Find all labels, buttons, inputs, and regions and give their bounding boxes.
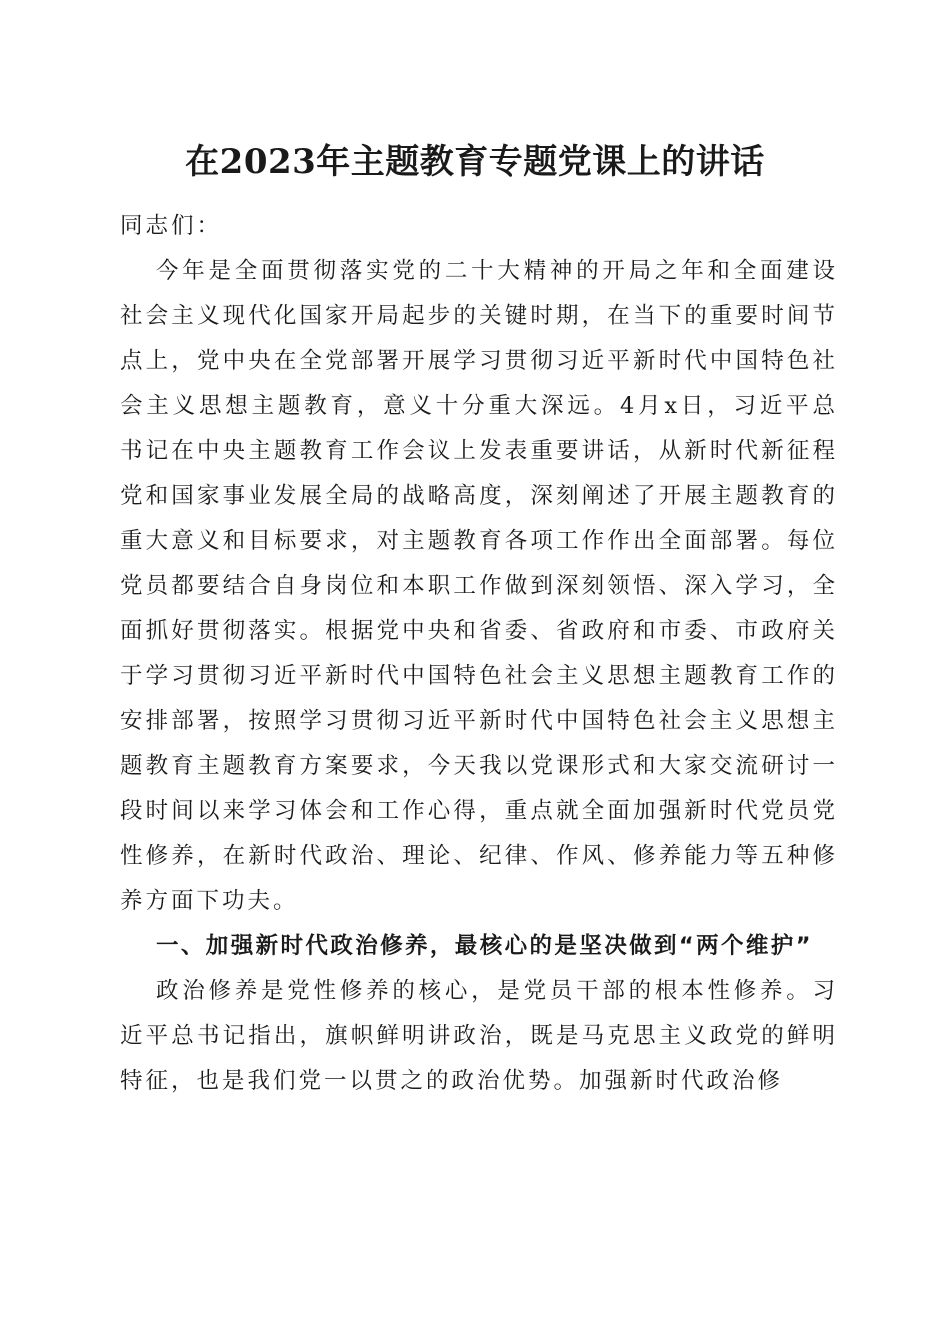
document-title: 在2023年主题教育专题党课上的讲话 [185,142,765,182]
paragraph-political-cultivation: 政治修养是党性修养的核心，是党员干部的根本性修养。习近平总书记指出，旗帜鲜明讲政治，既是马克思主义政党的鲜明特征，也是我们党一以贯之的政治优势。加强新时代政治修 [120,978,838,1094]
document-body [120,204,838,1104]
salutation: 同志们： [120,213,223,239]
paragraph-intro: 今年是全面贯彻落实党的二十大精神的开局之年和全面建设社会主义现代化国家开局起步的关键时期，在当下的重要时间节点上，党中央在全党部署开展学习贯彻习近平新时代中国特色社会主义思想主题教育，意义十分重大深远。4月x日，习近平总书记在中央主题教育工作会议上发表重要讲话，从新时代新征程党和国家事业发展全局的战略高度，深刻阐述了开展主题教育的重大意义和目标要求，对主题教育各项工作作出全面部署。每位党员都要结合自身岗位和本职工作做到深刻领悟、深入学习，全面抓好贯彻落实。根据党中央和省委、省政府和市委、市政府关于学习贯彻习近平新时代中国特色社会主义思想主题教育工作的安排部署，按照学习贯彻习近平新时代中国特色社会主义思想主题教育主题教育方案要求，今天我以党课形式和大家交流研讨一段时间以来学习体会和工作心得，重点就全面加强新时代党员党性修养，在新时代政治、理论、纪律、作风、修养能力等五种修养方面下功夫。 [120,258,838,914]
section-heading-1: 一、加强新时代政治修养，最核心的是坚决做到“两个维护” [156,933,813,959]
